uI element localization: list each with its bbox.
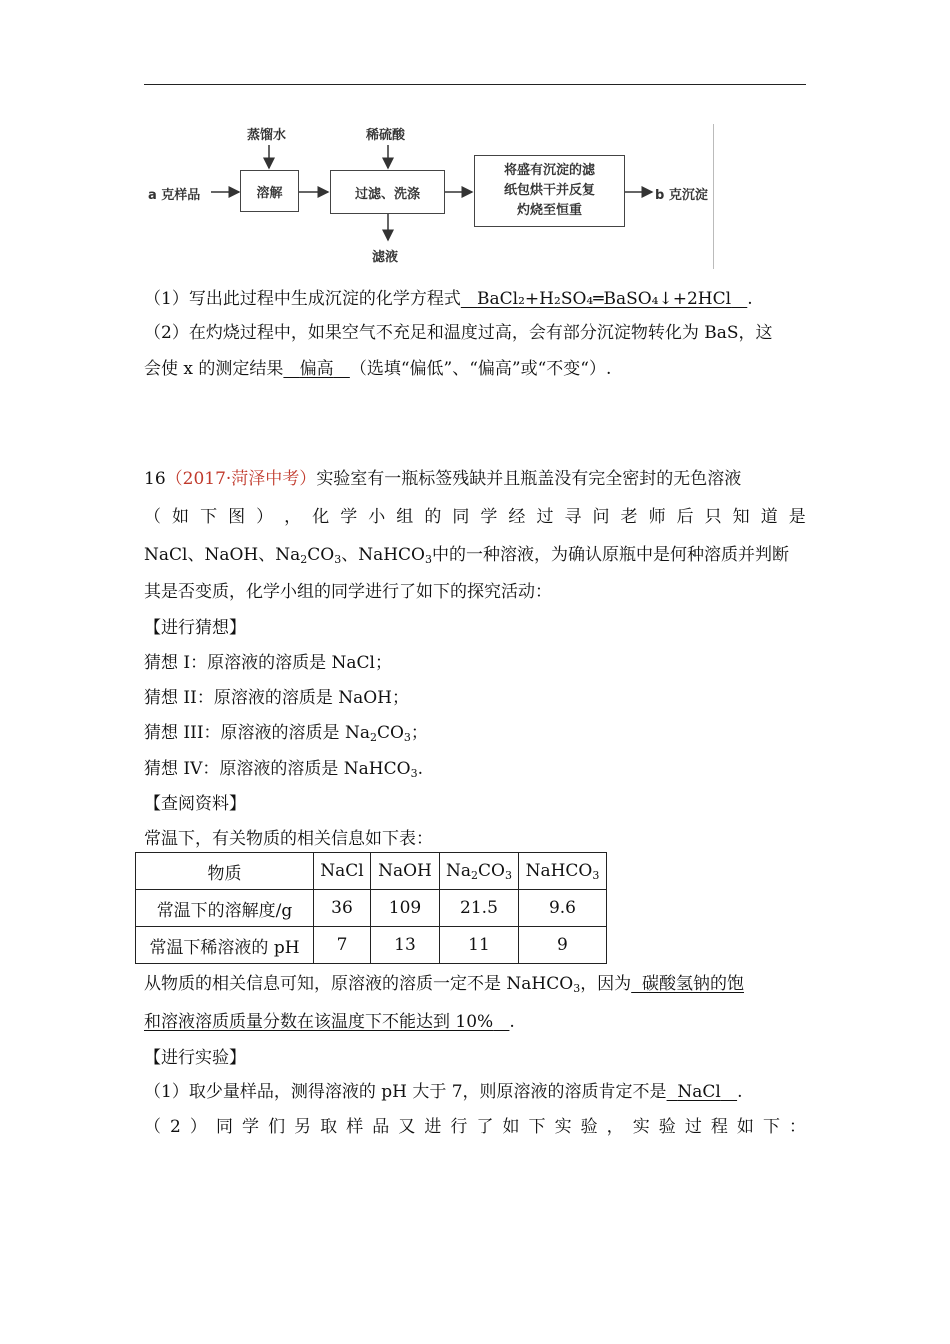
q15-part1-text: （1）写出此过程中生成沉淀的化学方程式 [144, 289, 461, 309]
q15-part1-answer [461, 289, 747, 309]
char: 只 [704, 507, 722, 527]
q16-source: （2017·菏泽中考） [165, 469, 317, 489]
char: 图 [228, 507, 246, 527]
text: 从物质的相关信息可知，原溶液的溶质一定不是 NaHCO [144, 974, 574, 994]
char: 取 [320, 1117, 338, 1137]
char: ） [189, 1117, 207, 1137]
dry-step-line-2: 纸包烘干并反复 [503, 183, 595, 198]
q15-part2-pre: 会使 x 的测定结果 [144, 359, 284, 379]
sub: 3 [334, 553, 342, 566]
experiment-flow-diagram [0, 0, 950, 280]
row-solubility-label: 常温下的溶解度/g [136, 890, 314, 927]
char: 进 [424, 1117, 442, 1137]
distilled-water-label: 蒸馏水 [247, 128, 287, 143]
char: 过 [536, 507, 554, 527]
guess-4 [144, 757, 423, 781]
table-cell: 21.5 [440, 890, 519, 927]
table-cell: 9.6 [518, 890, 606, 927]
header-nacl: NaCl [314, 853, 371, 890]
dry-step-line-3: 灼烧至恒重 [516, 203, 582, 218]
text: （1）取少量样品，测得溶液的 pH 大于 7，则原溶液的溶质肯定不是 [144, 1082, 667, 1102]
experiment-1-answer [667, 1082, 738, 1102]
char: 又 [398, 1117, 416, 1137]
sub: 3 [573, 982, 581, 995]
char: 是 [788, 507, 806, 527]
char: 2 [170, 1117, 181, 1137]
reference-heading: 【查阅资料】 [144, 794, 246, 814]
sub: 2 [471, 869, 479, 882]
text: . [737, 1082, 743, 1102]
guess-heading: 【进行猜想】 [144, 618, 246, 638]
q16-number: 16 [144, 469, 166, 489]
q16-intro-line2 [144, 505, 806, 529]
text: Na [446, 861, 472, 881]
text: NaHCO [525, 861, 593, 881]
text: 和溶液溶质质量分数在该温度下不能达到 10% [144, 1012, 494, 1032]
filter-wash-step [330, 170, 445, 214]
char: 验 [580, 1117, 598, 1137]
table-row [136, 890, 607, 927]
char: 小 [368, 507, 386, 527]
text: 、NaHCO [341, 545, 425, 565]
q15-part2-line1: （2）在灼烧过程中，如果空气不充足和温度过高，会有部分沉淀物转化为 BaS，这 [144, 323, 773, 343]
table-cell: 13 [371, 927, 440, 964]
q15-part2-line2 [144, 357, 611, 381]
char: 如 [172, 507, 190, 527]
q16-intro-text1: 实验室有一瓶标签残缺并且瓶盖没有完全密封的无色溶液 [316, 469, 742, 489]
filtrate-label: 滤液 [372, 250, 399, 265]
text: ； [410, 723, 428, 743]
table-cell: 109 [371, 890, 440, 927]
conclusion-answer-part2 [144, 1012, 509, 1032]
experiment-heading: 【进行实验】 [144, 1048, 246, 1068]
dry-step-line-1: 将盛有沉淀的滤 [503, 163, 595, 178]
char: 另 [294, 1117, 312, 1137]
char: 下 [762, 1117, 780, 1137]
q16-intro-line1 [144, 467, 741, 491]
substance-info-table [135, 852, 607, 964]
precipitate-result-label: b 克沉淀 [655, 188, 708, 203]
char: 问 [592, 507, 610, 527]
char: 样 [346, 1117, 364, 1137]
char: 老 [620, 507, 638, 527]
q15-part2-answer-text: 偏高 [299, 359, 334, 379]
char: （ [144, 507, 161, 527]
char: 知 [732, 507, 750, 527]
sub: 2 [369, 731, 377, 744]
char: 寻 [564, 507, 582, 527]
text: 猜想 III：原溶液的溶质是 Na [144, 723, 370, 743]
sub: 3 [504, 869, 512, 882]
text: NaCl、NaOH、Na [144, 545, 301, 565]
dissolve-label: 溶解 [256, 185, 283, 201]
char: 行 [450, 1117, 468, 1137]
char: 师 [648, 507, 666, 527]
sub: 2 [300, 553, 308, 566]
char: 同 [215, 1117, 233, 1137]
sub: 3 [424, 553, 432, 566]
char: ： [789, 1117, 806, 1137]
char: 经 [508, 507, 526, 527]
char: 组 [396, 507, 414, 527]
guess-3 [144, 721, 428, 745]
conclusion-line1 [144, 972, 744, 996]
table-cell: 36 [314, 890, 371, 927]
q15-part1 [144, 287, 753, 311]
image-edge-line [713, 124, 714, 269]
guess-1: 猜想 I：原溶液的溶质是 NaCl； [144, 653, 392, 673]
q15-part2-answer [283, 359, 349, 379]
table-cell: 11 [440, 927, 519, 964]
char: 下 [200, 507, 218, 527]
dissolve-step [240, 170, 299, 212]
char: 学 [340, 507, 358, 527]
char: 的 [424, 507, 442, 527]
table-cell: 9 [518, 927, 606, 964]
dilute-sulfuric-acid-label: 稀硫酸 [366, 128, 406, 143]
char: 品 [372, 1117, 390, 1137]
char: 了 [476, 1117, 494, 1137]
char: ， [284, 507, 302, 527]
char: 学 [480, 507, 498, 527]
q15-part2-post: （选填“偏低”、“偏高”或“不变“）. [349, 359, 612, 379]
q16-intro-line4: 其是否变质，化学小组的同学进行了如下的探究活动： [144, 582, 552, 602]
filter-wash-label: 过滤、洗涤 [354, 186, 420, 202]
row-ph-label: 常温下稀溶液的 pH [136, 927, 314, 964]
text: CO [307, 545, 335, 565]
table-header-row [136, 853, 607, 890]
sub: 3 [410, 767, 418, 780]
text: 猜想 IV：原溶液的溶质是 NaHCO [144, 759, 411, 779]
text: . [509, 1012, 515, 1032]
text: NaCl [677, 1082, 721, 1102]
header-naoh: NaOH [371, 853, 440, 890]
char: 道 [760, 507, 778, 527]
text: 中的一种溶液，为确认原瓶中是何种溶质并判断 [431, 545, 789, 565]
char: （ [144, 1117, 161, 1137]
char: 们 [268, 1117, 286, 1137]
conclusion-line2 [144, 1010, 515, 1034]
experiment-2 [144, 1115, 806, 1139]
dry-ignite-step [474, 155, 625, 227]
conclusion-answer-part1 [631, 974, 744, 994]
char: 实 [554, 1117, 572, 1137]
table-cell: 7 [314, 927, 371, 964]
char: 实 [632, 1117, 650, 1137]
text: ，因为 [580, 974, 632, 994]
sub: 3 [592, 869, 600, 882]
char: 验 [658, 1117, 676, 1137]
char: ， [606, 1117, 624, 1137]
flow-arrows [0, 0, 950, 280]
text: CO [478, 861, 505, 881]
sub: 3 [403, 731, 411, 744]
char: 过 [684, 1117, 702, 1137]
reference-intro: 常温下，有关物质的相关信息如下表： [144, 829, 433, 849]
q15-equation: BaCl₂+H₂SO₄═BaSO₄↓+2HCl [477, 289, 732, 309]
char: 下 [528, 1117, 546, 1137]
text: . [417, 759, 423, 779]
header-nahco3 [518, 853, 606, 890]
char: 化 [312, 507, 330, 527]
q16-intro-line3 [144, 543, 789, 567]
guess-2: 猜想 II：原溶液的溶质是 NaOH； [144, 688, 410, 708]
char: 同 [452, 507, 470, 527]
char: 程 [710, 1117, 728, 1137]
char: 后 [676, 507, 694, 527]
char: 如 [736, 1117, 754, 1137]
char: 学 [242, 1117, 260, 1137]
q15-part1-end: . [747, 289, 753, 309]
experiment-1 [144, 1080, 742, 1104]
char: 如 [502, 1117, 520, 1137]
header-substance: 物质 [136, 853, 314, 890]
text: 碳酸氢钠的饱 [642, 974, 744, 994]
char: ） [256, 507, 274, 527]
sample-label: a 克样品 [148, 188, 201, 203]
table-row [136, 927, 607, 964]
text: CO [376, 723, 404, 743]
header-na2co3 [440, 853, 519, 890]
